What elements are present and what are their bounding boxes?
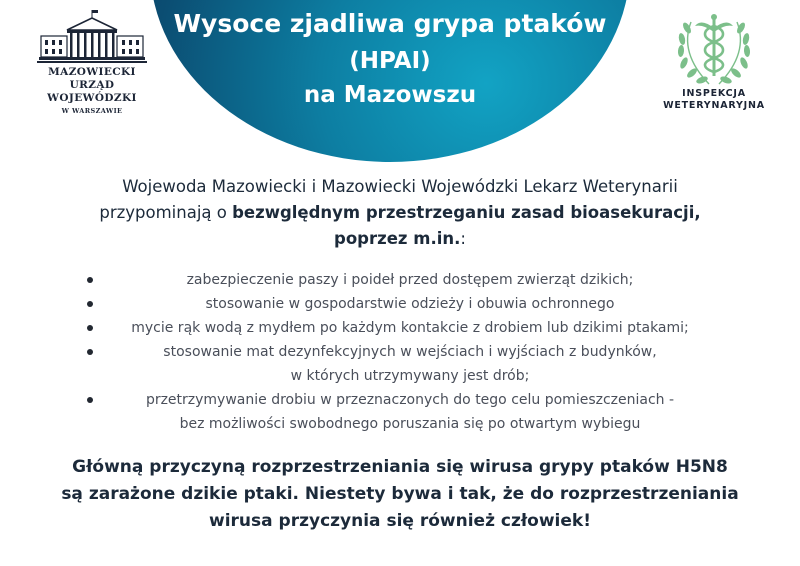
intro-paragraph [40, 174, 760, 252]
title-line-3: na Mazowszu [303, 82, 477, 108]
logo-mazowiecki-urzad [28, 8, 156, 115]
footer-line-1: Główną przyczyną rozprzestrzeniania się wirusa grypy ptaków H5N8 [72, 457, 728, 477]
list-item [80, 268, 740, 292]
intro-line-1: Wojewoda Mazowiecki i Mazowiecki Wojewódzki Lekarz Weterynarii [122, 177, 678, 196]
logo-inspekcja-weterynaryjna [658, 8, 770, 112]
intro-line-2 [40, 200, 760, 226]
list-item [80, 316, 740, 340]
intro-line-2-bold: bezwględnym przestrzeganiu zasad bioasekuracji, [232, 203, 701, 222]
logo-left-line-1: MAZOWIECKI [48, 66, 136, 78]
list-item-text: mycie rąk wodą z mydłem po każdym kontakcie z drobiem lub dzikimi ptakami; [131, 320, 689, 336]
bullet-dot-icon [87, 301, 93, 307]
logo-right-line-2: WETERYNARYJNA [663, 100, 765, 111]
list-item [80, 292, 740, 316]
footer-line-2: są zarażone dzikie ptaki. Niestety bywa i tak, że do rozprzestrzeniania [61, 484, 739, 504]
footer-line-3: wirusa przyczynia się również człowiek! [209, 511, 591, 531]
page-title [150, 4, 630, 112]
list-item-text: zabezpieczenie paszy i poideł przed dostępem zwierząt dzikich; [186, 272, 634, 288]
list-item-text-continued: bez możliwości swobodnego poruszania się po otwartym wybiegu [179, 416, 641, 432]
logo-right-line-1: INSPEKCJA [682, 88, 746, 99]
government-building-icon [37, 8, 147, 66]
bullet-list [80, 268, 740, 436]
intro-line-3 [40, 226, 760, 252]
caduceus-laurel-icon [671, 8, 757, 88]
list-item-text: stosowanie w gospodarstwie odzieży i obuwia ochronnego [205, 296, 615, 312]
list-item-text: stosowanie mat dezynfekcyjnych w wejściach i wyjściach z budynków, [163, 344, 657, 360]
logo-left-line-2: URZĄD WOJEWÓDZKI [47, 79, 137, 104]
title-line-2: (HPAI) [349, 48, 431, 74]
intro-line-2-normal: przypominają o [99, 203, 233, 222]
intro-line-3-tail: : [460, 229, 466, 248]
logo-left-line-3: W WARSZAWIE [61, 107, 123, 115]
bullet-dot-icon [87, 397, 93, 403]
intro-line-3-bold: poprzez m.in. [334, 229, 461, 248]
bullet-dot-icon [87, 277, 93, 283]
list-item-text: przetrzymywanie drobiu w przeznaczonych do tego celu pomieszczeniach - [145, 392, 675, 408]
bullet-dot-icon [87, 349, 93, 355]
list-item [80, 340, 740, 388]
title-line-1: Wysoce zjadliwa grypa ptaków [173, 9, 607, 38]
list-item-text-continued: w których utrzymywany jest drób; [290, 368, 530, 384]
footer-warning [30, 454, 770, 535]
bullet-dot-icon [87, 325, 93, 331]
list-item [80, 388, 740, 436]
